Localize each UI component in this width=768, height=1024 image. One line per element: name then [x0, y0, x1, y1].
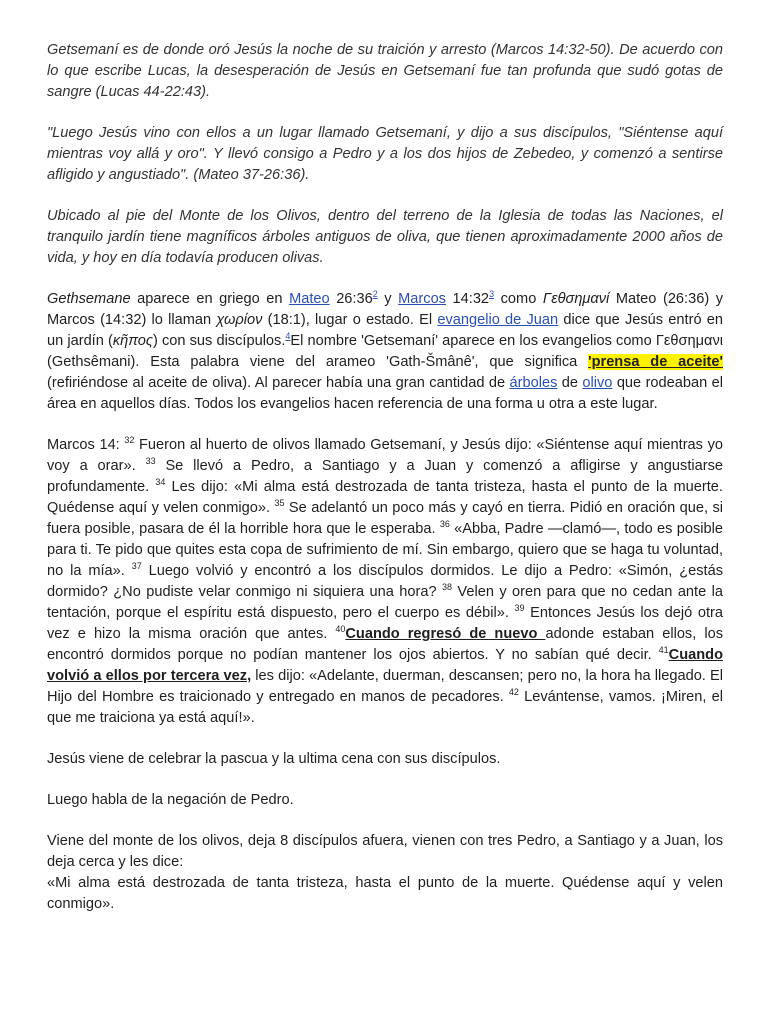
paragraph-monte-olivos: Viene del monte de los olivos, deja 8 discípulos afuera, vienen con tres Pedro, a Santiago y a Juan, los deja cerca y les dice:: [47, 833, 723, 870]
paragraph-pascua: Jesús viene de celebrar la pascua y la ultima cena con sus discípulos.: [47, 751, 501, 767]
emphasis-cuando-volvio: Cuando volvió a ellos por tercera vez,: [47, 647, 723, 684]
verse-number: 35: [274, 498, 285, 509]
paragraph-etymology: Gethsemane aparece en griego en Mateo $26:36^2$ y Marcos $14:32^3$ como Γεθσημανί Mateo (26:36) y Marcos (14:32) lo llaman χωρίον (18:1), lugar o estado. El evangelio de Juan dice que Jesús entró en un jardín (κῆπος) con sus discípulos.$^4$El nombre 'Getsemaní' aparece en los evangelios como Γεθσημανι (Gethsêmani). Esta palabra viene del arameo 'Gath-Šmânê', que significa 'prensa de aceite' (refiriéndose al aceite de oliva). Al parecer había una gran cantidad de árboles de olivo que rodeaban el área en aquellos días. Todos los evangelios hacen referencia de una forma u otra a este lugar.: [47, 289, 724, 412]
highlight-prensa-de-aceite: 'prensa de aceite': [588, 354, 723, 370]
verse-number: 34: [155, 477, 166, 488]
link-evangelio-de-juan[interactable]: evangelio de Juan: [437, 312, 559, 328]
paragraph-location: Ubicado al pie del Monte de los Olivos, dentro del terreno de la Iglesia de todas las Naciones, el tranquilo jardín tiene magníficos árboles antiguos de oliva, que tienen aproximadamente 2000 años de vida, y hoy en día todavía producen olivas.: [47, 208, 723, 266]
link-arboles[interactable]: árboles: [509, 375, 558, 391]
verse-number: 32: [124, 435, 135, 446]
link-marcos[interactable]: Marcos: [398, 291, 446, 307]
verse-number: 40: [335, 624, 346, 635]
footnote-link-4[interactable]: 4: [285, 331, 291, 342]
verse-number: 33: [145, 456, 156, 467]
paragraph-mateo-quote: "Luego Jesús vino con ellos a un lugar llamado Getsemaní, y dijo a sus discípulos, "Siéntense aquí mientras voy allá y oro". Y llevó consigo a Pedro y a los dos hijos de Zebedeo, y comenzó a sentirse afligido y angustiado". (Mateo 37-26:36).: [47, 125, 723, 183]
verse-number: 38: [442, 582, 453, 593]
verse-number: 42: [508, 687, 519, 698]
footnote-link-2[interactable]: 2: [372, 289, 378, 300]
paragraph-alma-destrozada: «Mi alma está destrozada de tanta tristeza, hasta el punto de la muerte. Quédense aquí y velen conmigo».: [47, 875, 723, 912]
term-gethsemane: Gethsemane: [47, 291, 131, 307]
verse-number: 41: [658, 645, 669, 656]
document-page: [47, 40, 723, 935]
emphasis-cuando-regreso: Cuando regresó de nuevo: [345, 626, 546, 642]
verse-number: 39: [514, 603, 525, 614]
greek-term-gethsemani: Γεθσημανί: [542, 291, 610, 307]
footnote-link-3[interactable]: 3: [489, 289, 495, 300]
verse-number: 37: [131, 561, 142, 572]
paragraph-intro: Getsemaní es de donde oró Jesús la noche de su traición y arresto (Marcos 14:32-50). De acuerdo con lo que escribe Lucas, la desesperación de Jesús en Getsemaní fue tan profunda que sudó gotas de sangre (Lucas 44-22:43).: [47, 42, 723, 100]
link-mateo[interactable]: Mateo: [289, 291, 330, 307]
verse-number: 36: [439, 519, 450, 530]
paragraph-negacion: Luego habla de la negación de Pedro.: [47, 792, 294, 808]
link-olivo[interactable]: olivo: [582, 375, 613, 391]
greek-term-kepos: κῆπος: [112, 333, 154, 349]
paragraph-marcos-14: Marcos 14: $^{32}$ Fueron al huerto de olivos llamado Getsemaní, y Jesús dijo: «Siéntense aquí mientras yo voy a orar». $^{33}$ Se llevó a Pedro, a Santiago y a Juan y comenzó a afligirse y angustiarse profundamente. $^{34}$ Les dijo: «Mi alma está destrozada de tanta tristeza, hasta el punto de la muerte. Quédense aquí y velen conmigo». $^{35}$ Se adelantó un poco más y cayó en tierra. Pidió en oración que, si fuera posible, pasara de él la horrible hora que le esperaba. $^{36}$ «Abba, Padre —clamó—, todo es posible para ti. Te pido que quites esta copa de sufrimiento de mí. Sin embargo, quiero que se haga tu voluntad, no la mía». $^{37}$ Luego volvió y encontró a los discípulos dormidos. Le dijo a Pedro: «Simón, ¿estás dormido? ¿No pudiste velar conmigo ni siquiera una hora? $^{38}$ Velen y oren para que no cedan ante la tentación, porque el espíritu está dispuesto, pero el cuerpo es débil». $^{39}$ Entonces Jesús los dejó otra vez e hizo la misma oración que antes. $^{40}$Cuando regresó de nuevo adonde estaban ellos, los encontró dormidos porque no podían mantener los ojos abiertos. Y no sabían qué decir. $^{41}$Cuando volvió a ellos por tercera vez, les dijo: «Adelante, duerman, descansen; pero no, la hora ha llegado. El Hijo del Hombre es traicionado y entregado en manos de pecadores. $^{42}$ Levántense, vamos. ¡Miren, el que me traiciona ya está aquí!».: [47, 435, 724, 726]
greek-term-chorion: χωρίον: [216, 312, 263, 328]
